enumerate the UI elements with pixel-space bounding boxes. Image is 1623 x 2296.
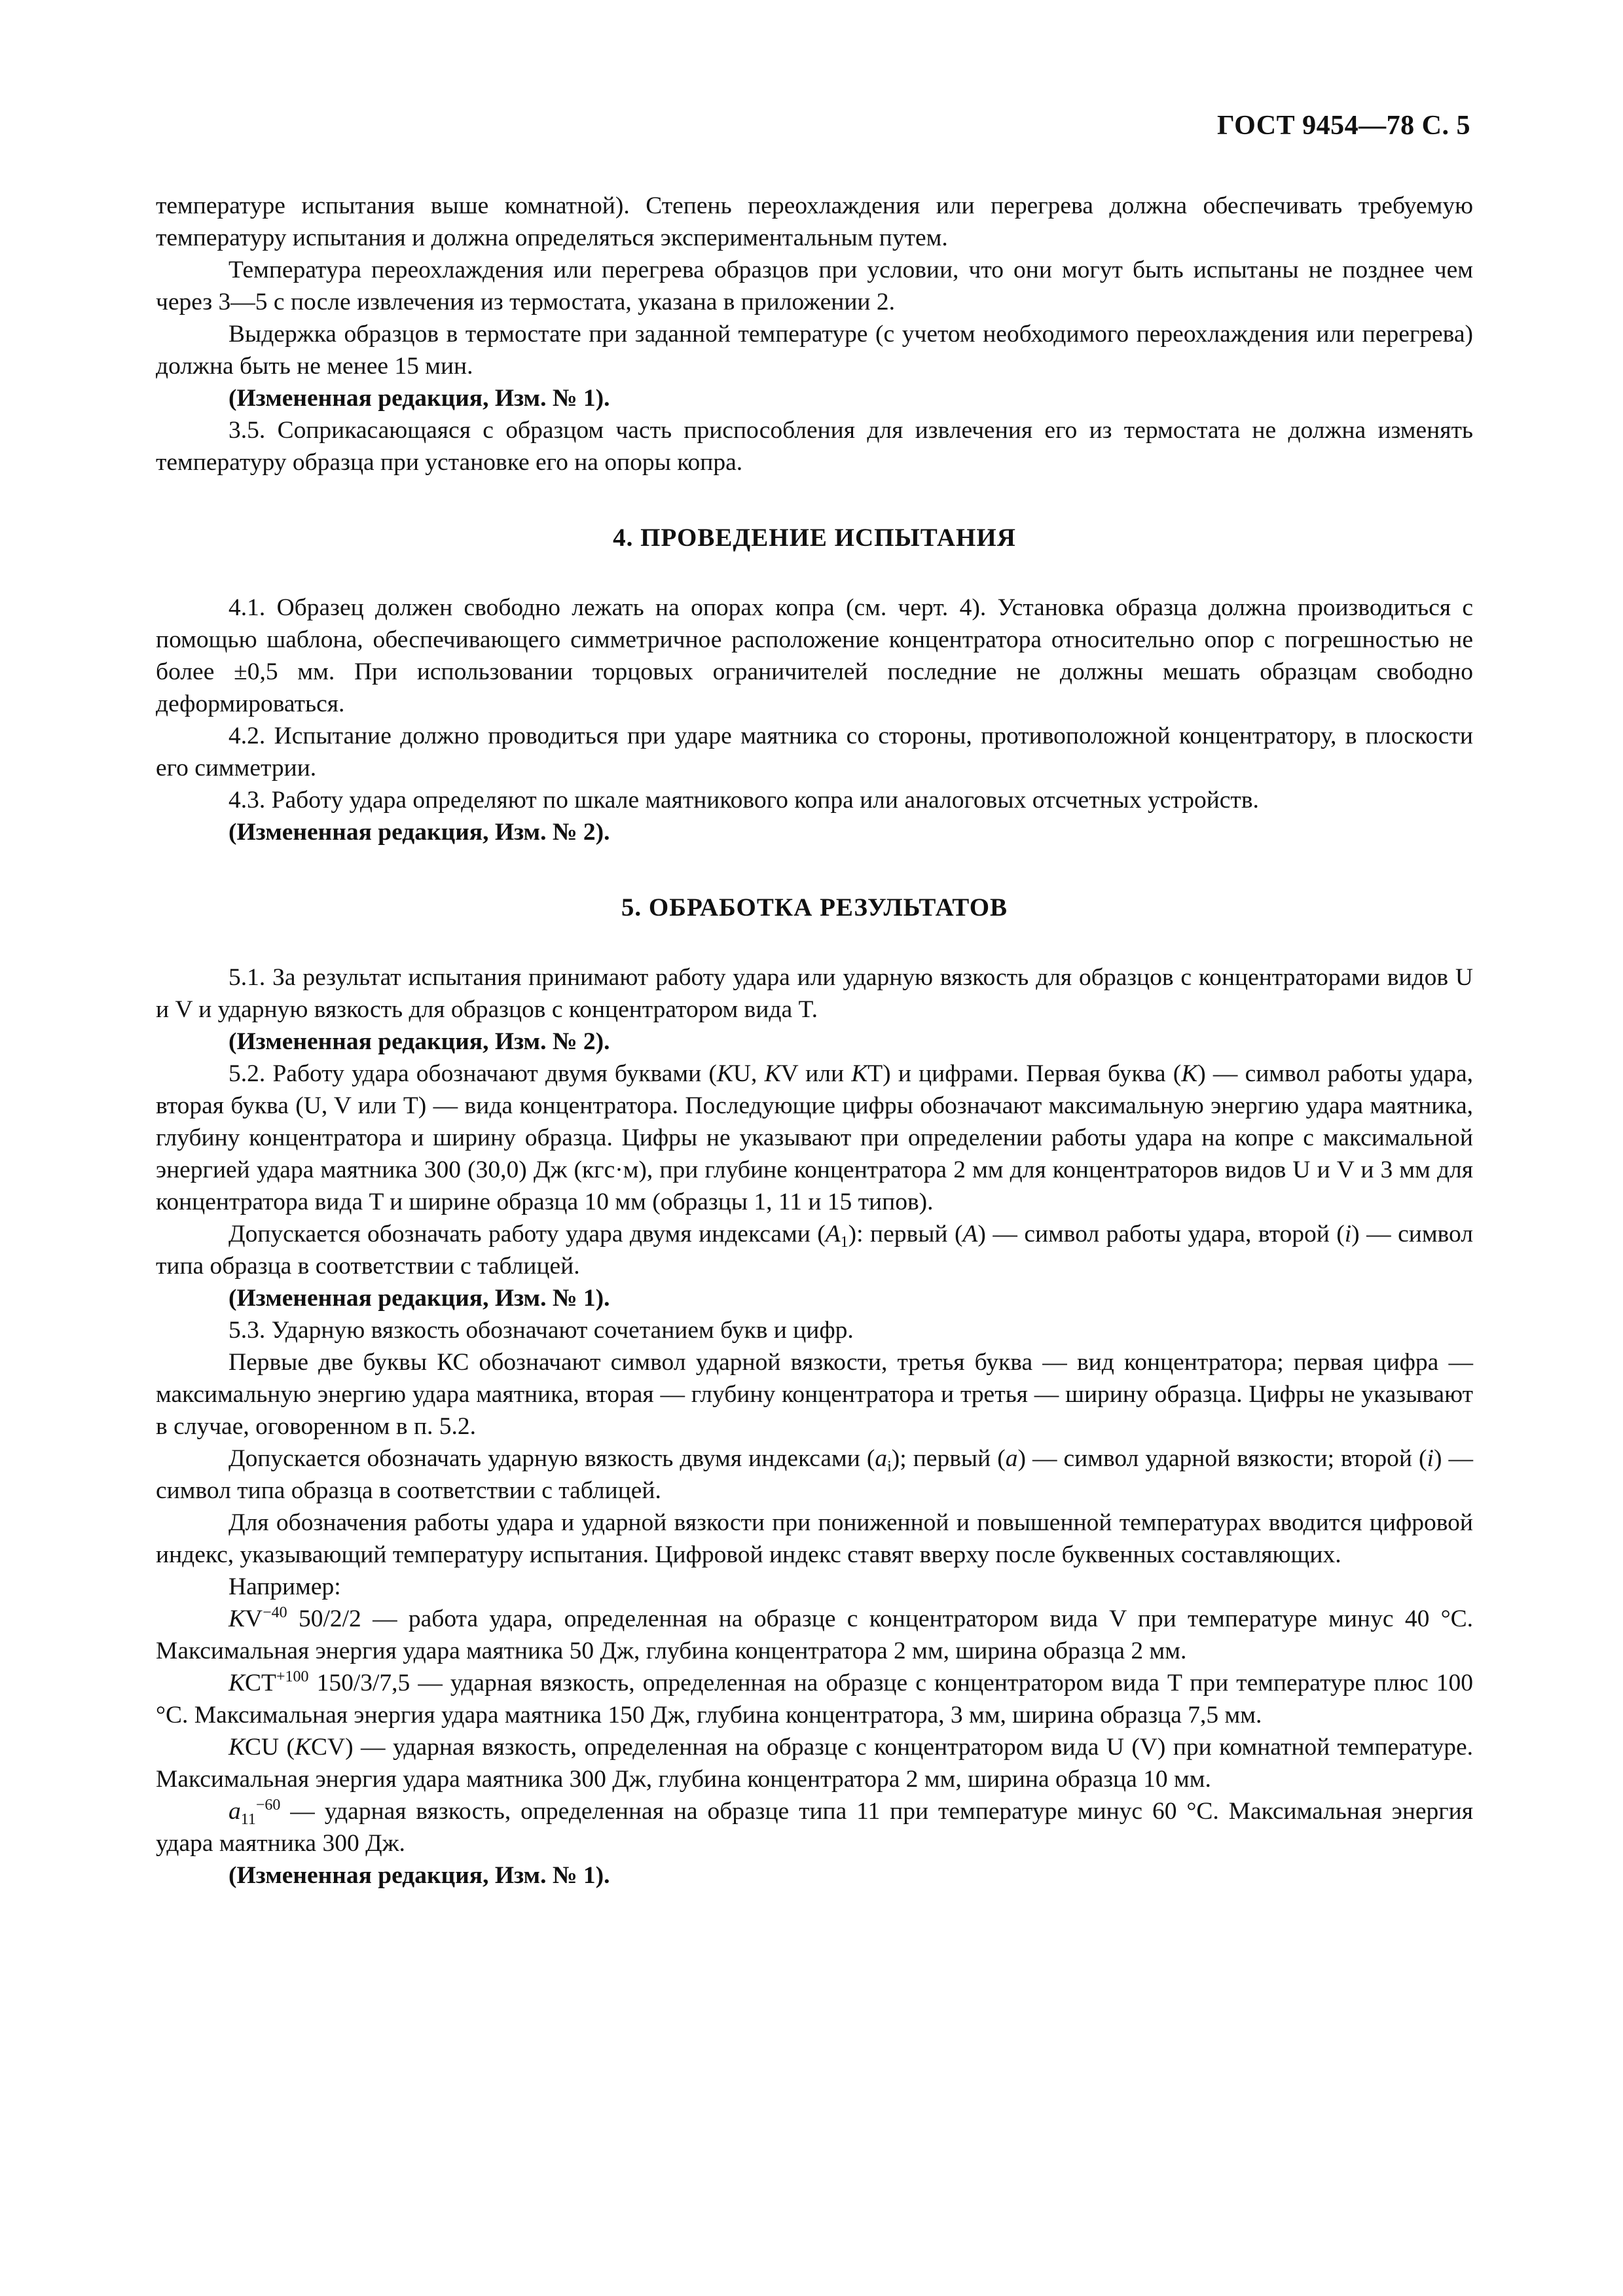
example-2: $KCT^{+100}$ 150/3/7,5 — ударная вязкость, определенная на образце с концентратором вида T при температуре плюс 100 °С. Максимальная энергия удара маятника 150 Дж, глубина концентратора, 3 мм, ширина образца 7,5 мм. — [156, 1668, 1473, 1729]
paragraph-5-2-indices: Допускается обозначать работу удара двумя индексами $(A_1)$: первый (A) — символ работы удара, второй (i) — символ типа образца в соответствии с таблицей. — [156, 1221, 1473, 1280]
paragraph-4-1: 4.1. Образец должен свободно лежать на опорах копра (см. черт. 4). Установка образца должна производиться с помощью шаблона, обеспечивающего симметричное расположение концентратора относительно опор с погрешностью не более ±0,5 мм. При использовании торцовых ограничителей последние не должны мешать образцам свободно деформироваться. — [156, 594, 1473, 717]
paragraph-5-3-letters: Первые две буквы КС обозначают символ ударной вязкости, третья буква — вид концентратора; первая цифра — максимальную энергию удара маятника, вторая — глубину концентратора и третья — ширину образца. Цифры не указывают в случае, оговоренном в п. 5.2. — [156, 1349, 1473, 1440]
paragraph-5-2: 5.2. Работу удара обозначают двумя буквами (KU, KV или KT) и цифрами. Первая буква (K) — символ работы удара, вторая буква (U, V или T) — вида концентратора. Последующие цифры обозначают максимальную энергию удара маятника, глубину концентратора и ширину образца. Цифры не указывают при определении работы удара на копре с максимальной энергией удара маятника 300 (30,0) Дж (кгс·м), при глубине концентратора 2 мм для концентраторов видов U и V и 3 мм для концентратора вида T и ширине образца 10 мм (образцы 1, 11 и 15 типов). — [156, 1060, 1473, 1215]
example-4: $a_{11}^{-60}$ — ударная вязкость, определенная на образце типа 11 при температуре минус 60 °С. Максимальная энергия удара маятника 300 Дж. — [156, 1797, 1473, 1857]
paragraph-intro-1: температуре испытания выше комнатной). Степень переохлаждения или перегрева должна обеспечивать требуемую температуру испытания и должна определяться экспериментальным путем. — [156, 192, 1473, 251]
amendment-note: (Измененная редакция, Изм. № 1). — [228, 1285, 610, 1312]
amendment-note: (Измененная редакция, Изм. № 2). — [228, 1028, 610, 1055]
paragraph-5-3-temperature: Для обозначения работы удара и ударной вязкости при пониженной и повышенной температурах вводится цифровой индекс, указывающий температуру испытания. Цифровой индекс ставят вверху после буквенных составляющих. — [156, 1509, 1473, 1568]
paragraph-5-1: 5.1. За результат испытания принимают работу удара или ударную вязкость для образцов с концентраторами видов U и V и ударную вязкость для образцов с концентратором вида T. — [156, 964, 1473, 1023]
paragraph-intro-3: Выдержка образцов в термостате при заданной температуре (с учетом необходимого переохлаждения или перегрева) должна быть не менее 15 мин. — [156, 321, 1473, 380]
example-3: KCU (KCV) — ударная вязкость, определенная на образце с концентратором вида U (V) при комнатной температуре. Максимальная энергия удара маятника 300 Дж, глубина концентратора 2 мм, ширина образца 10 мм. — [156, 1734, 1473, 1793]
paragraph-4-2: 4.2. Испытание должно проводиться при ударе маятника со стороны, противоположной концентратору, в плоскости его симметрии. — [156, 723, 1473, 781]
amendment-note: (Измененная редакция, Изм. № 1). — [228, 385, 610, 412]
running-header: ГОСТ 9454—78 С. 5 — [1216, 111, 1470, 141]
example-1: $KV^{-40}$ 50/2/2 — работа удара, определенная на образце с концентратором вида V при температуре минус 40 °С. Максимальная энергия удара маятника 50 Дж, глубина концентратора 2 мм, ширина образца 2 мм. — [156, 1604, 1473, 1664]
paragraph-5-3: 5.3. Ударную вязкость обозначают сочетанием букв и цифр. — [228, 1317, 854, 1344]
paragraph-3-5: 3.5. Соприкасающаяся с образцом часть приспособления для извлечения его из термостата не должна изменять температуру образца при установке его на опоры копра. — [156, 417, 1473, 476]
section-4-title: 4. ПРОВЕДЕНИЕ ИСПЫТАНИЯ — [613, 524, 1016, 552]
paragraph-intro-2: Температура переохлаждения или перегрева образцов при условии, что они могут быть испытаны не позднее чем через 3—5 с после извлечения из термостата, указана в приложении 2. — [156, 257, 1473, 315]
example-label: Например: — [228, 1573, 341, 1600]
amendment-note: (Измененная редакция, Изм. № 2). — [228, 819, 610, 846]
document-body — [156, 190, 1473, 1892]
amendment-note: (Измененная редакция, Изм. № 1). — [228, 1862, 610, 1889]
paragraph-4-3: 4.3. Работу удара определяют по шкале маятникового копра или аналоговых отсчетных устройств. — [228, 787, 1259, 814]
section-5-title: 5. ОБРАБОТКА РЕЗУЛЬТАТОВ — [621, 893, 1008, 922]
paragraph-5-3-indices: Допускается обозначать ударную вязкость двумя индексами $(a_i)$; первый (a) — символ ударной вязкости; второй (i) — символ типа образца в соответствии с таблицей. — [156, 1445, 1473, 1504]
